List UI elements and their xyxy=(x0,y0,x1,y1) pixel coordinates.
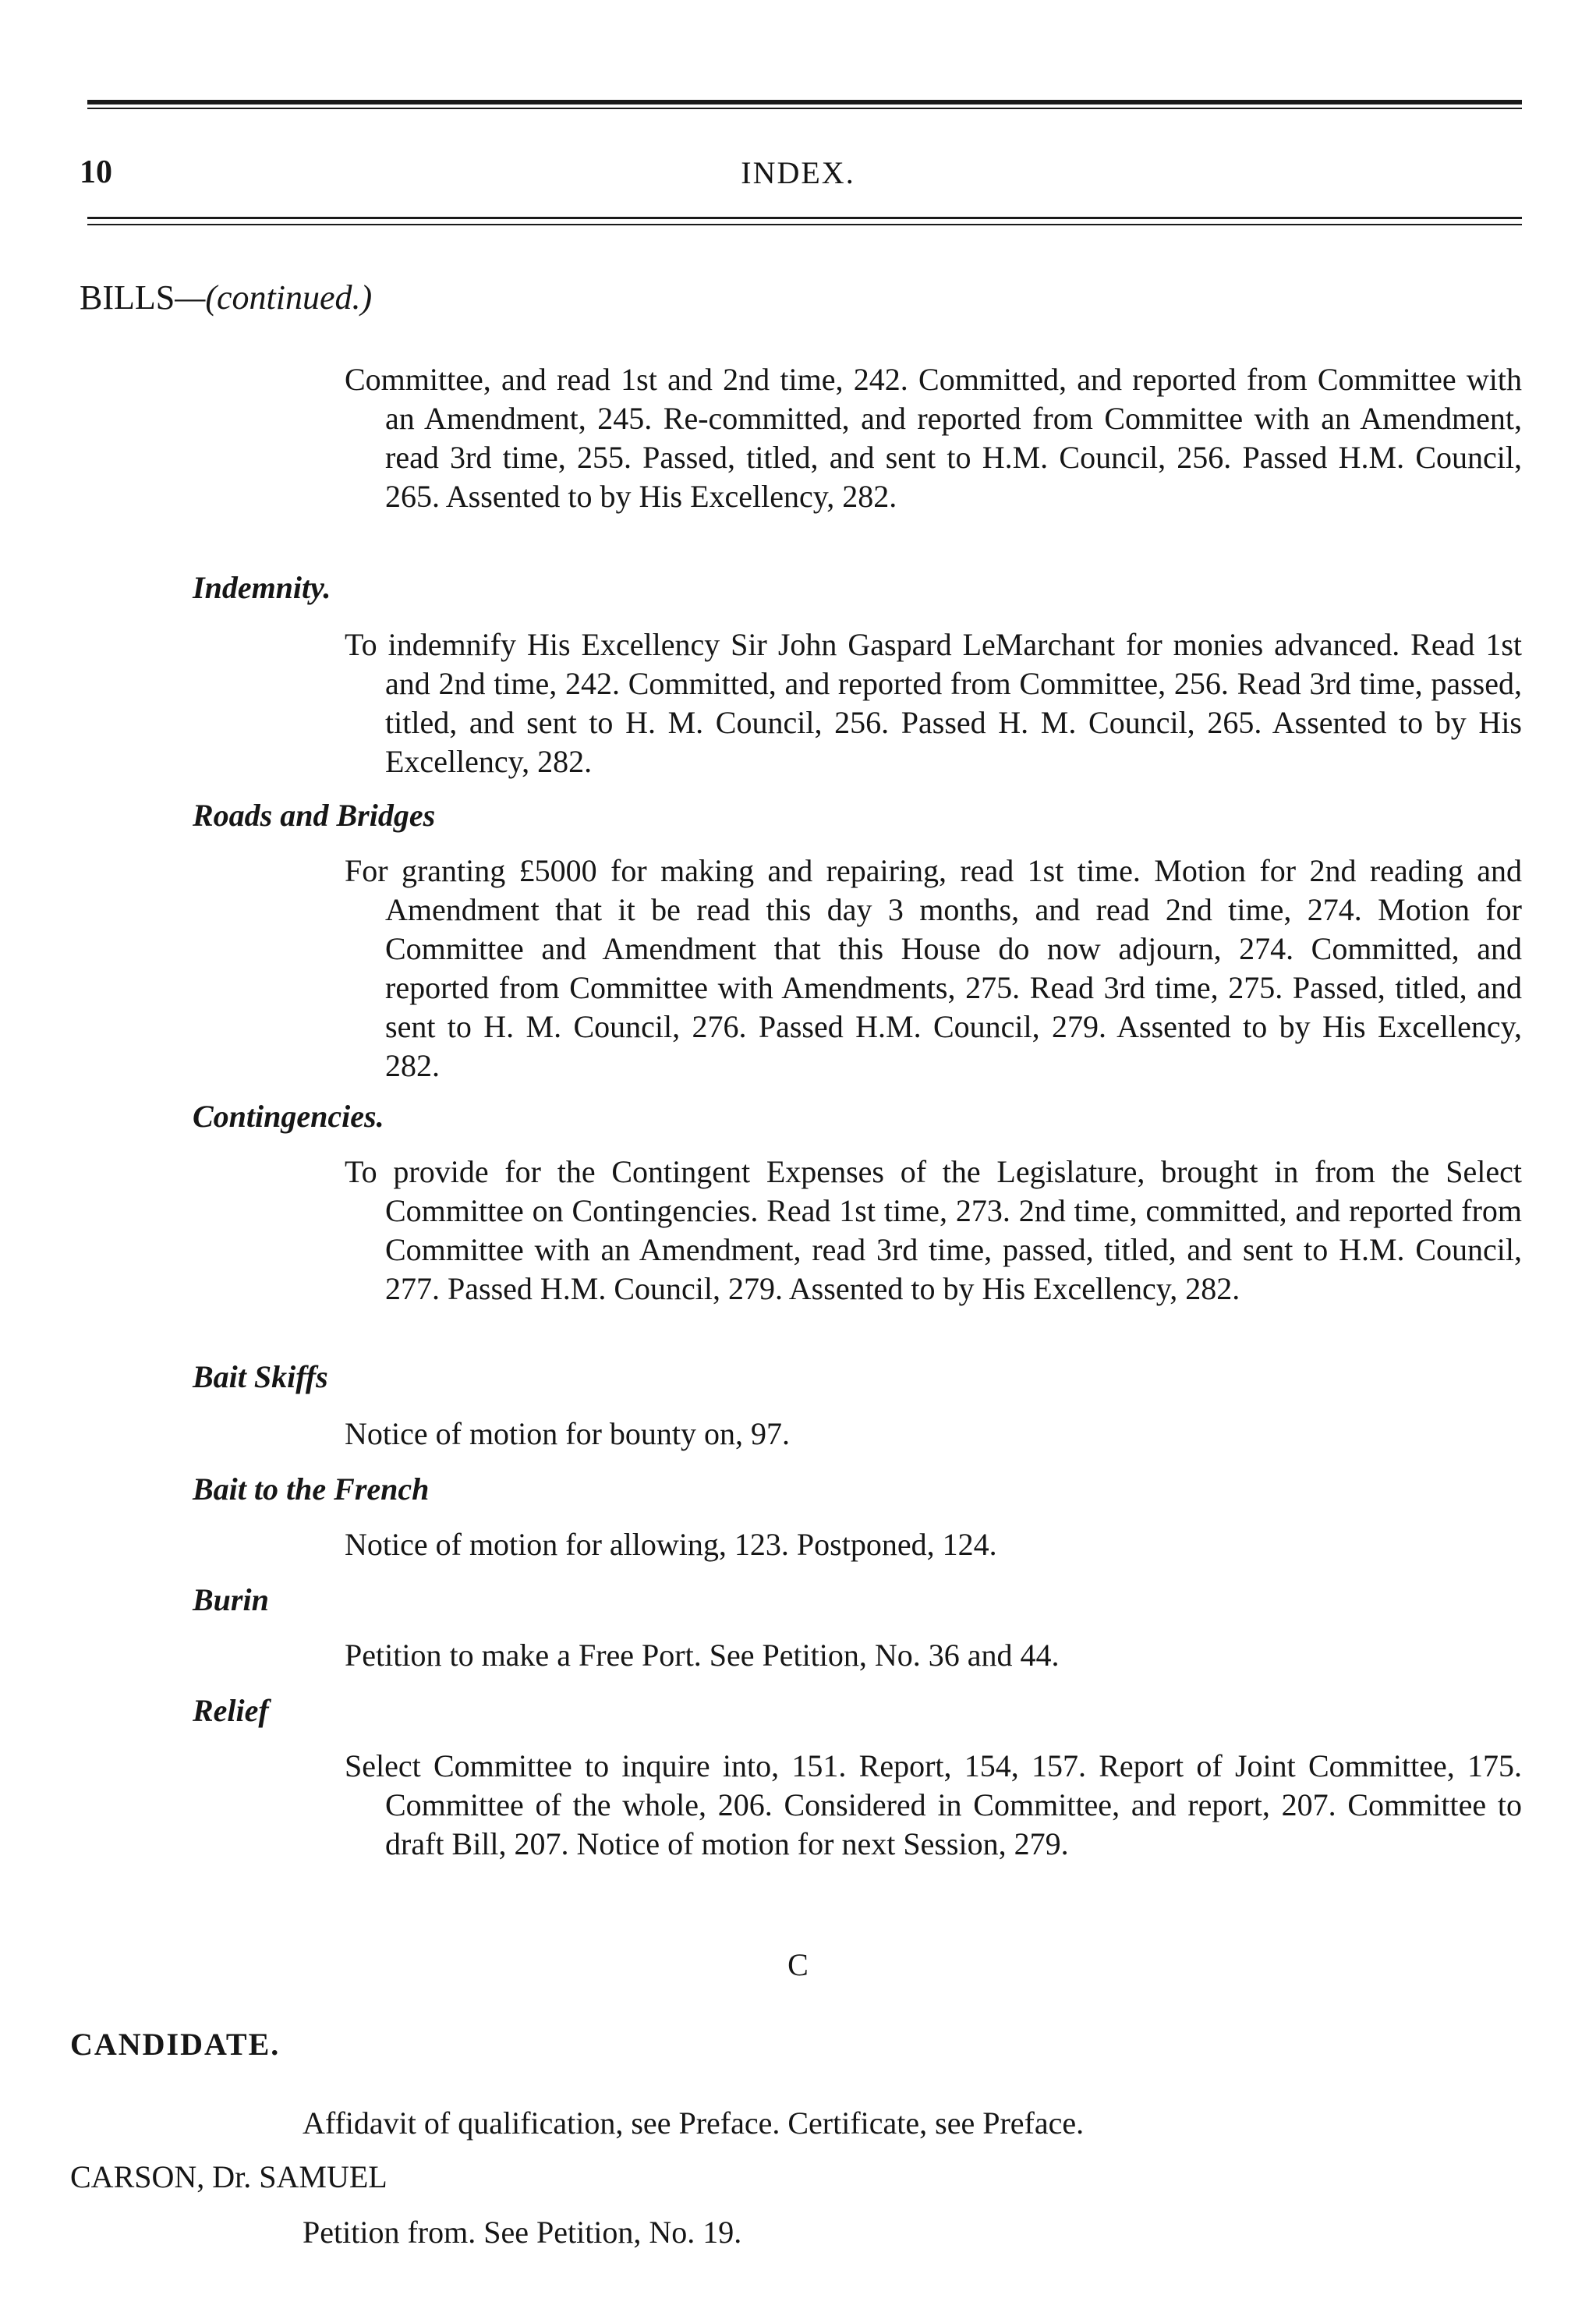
header-rule xyxy=(87,217,1522,219)
roads-heading: Roads and Bridges xyxy=(193,798,436,833)
relief-text: Select Committee to inquire into, 151. Report, 154, 157. Report of Joint Committee, 175. Committee of the whole, 206. Considered in Committee, and report, 207. Committee to draft Bill, 207. Notice of motion for next Session, 279. xyxy=(345,1748,1522,1861)
indemnity-heading: Indemnity. xyxy=(193,570,331,605)
roads-text: For granting £5000 for making and repairing, read 1st time. Motion for 2nd reading and Amendment that it be read this day 3 months, and read 2nd time, 274. Motion for Committee and Amendment that this House do now adjourn, 274. Committed, and reported from Committee with Amendments, 275. Read 3rd time, 275. Passed, titled, and sent to H. M. Council, 276. Passed H.M. Council, 279. Assented to by His Excellency, 282. xyxy=(345,853,1522,1083)
bills-heading-text: BILLS xyxy=(80,278,175,317)
burin-text: Petition to make a Free Port. See Petition, No. 36 and 44. xyxy=(345,1638,1060,1673)
top-rule xyxy=(87,100,1522,104)
bills-heading xyxy=(80,278,372,317)
carson-text: Petition from. See Petition, No. 19. xyxy=(303,2215,742,2250)
section-letter: C xyxy=(787,1947,809,1982)
candidate-text: Affidavit of qualification, see Preface. Certificate, see Preface. xyxy=(303,2105,1085,2141)
relief-heading: Relief xyxy=(193,1693,269,1728)
bait-skiffs-text: Notice of motion for bounty on, 97. xyxy=(345,1416,791,1451)
contingencies-text: To provide for the Contingent Expenses of the Legislature, brought in from the Select Committee on Contingencies. Read 1st time, 273. 2nd time, committed, and reported from Committee with an Amendment, read 3rd time, passed, titled, and sent to H.M. Council, 277. Passed H.M. Council, 279. Assented to by His Excellency, 282. xyxy=(345,1154,1522,1306)
bait-french-heading: Bait to the French xyxy=(193,1471,430,1507)
header-rule-thin xyxy=(87,224,1522,225)
running-title: INDEX. xyxy=(741,155,855,190)
candidate-heading: CANDIDATE. xyxy=(70,2027,281,2062)
bills-continued-text: Committee, and read 1st and 2nd time, 242. Committed, and reported from Committee with an Amendment, 245. Re-committed, and reported from Committee with an Amendment, read 3rd time, 255. Passed, titled, and sent to H.M. Council, 256. Passed H.M. Council, 265. Assented to by His Excellency, 282. xyxy=(345,362,1522,514)
bait-french-text: Notice of motion for allowing, 123. Postponed, 124. xyxy=(345,1527,997,1562)
burin-heading: Burin xyxy=(193,1582,269,1617)
indemnity-text: To indemnify His Excellency Sir John Gaspard LeMarchant for monies advanced. Read 1st and 2nd time, 242. Committed, and reported from Committee, 256. Read 3rd time, passed, titled, and sent to H. M. Council, 256. Passed H. M. Council, 265. Assented to by His Excellency, 282. xyxy=(345,627,1522,779)
carson-heading: CARSON, Dr. SAMUEL xyxy=(70,2159,387,2194)
contingencies-heading: Contingencies. xyxy=(193,1099,384,1134)
bait-skiffs-heading: Bait Skiffs xyxy=(193,1359,328,1394)
page-number: 10 xyxy=(80,154,112,190)
top-rule-thin xyxy=(87,108,1522,109)
bills-continued: —(continued.) xyxy=(175,278,373,317)
